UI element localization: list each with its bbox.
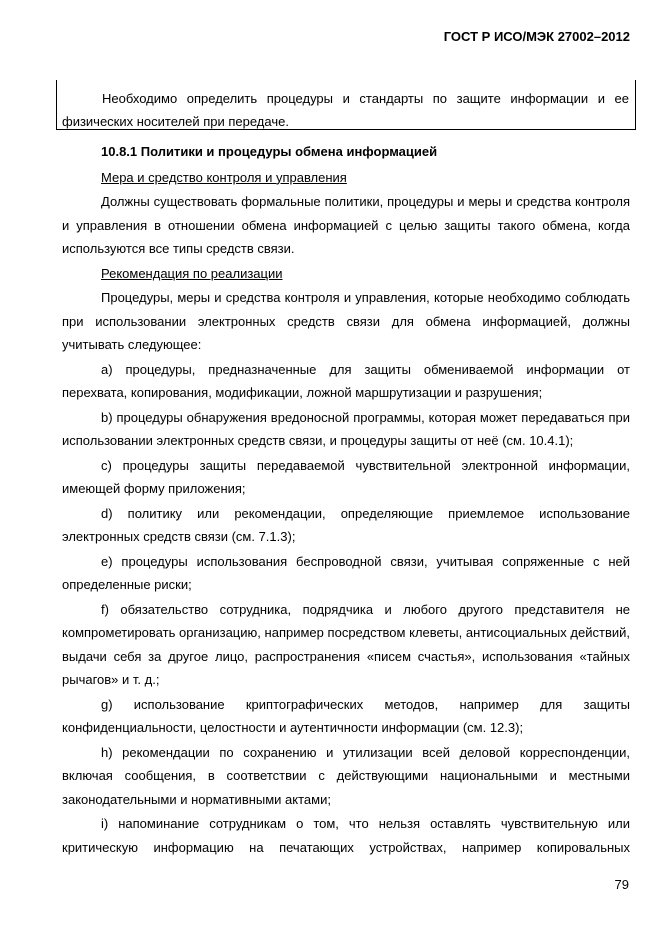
control-text: Должны существовать формальные политики, процедуры и меры и средства контроля и управления в отношении обмена информацией с целью защиты такого обмена, когда используются все типы средств связи. bbox=[62, 194, 630, 256]
list-item-g: g) использование криптографических методов, например для защиты конфиденциальности, целостности и аутентичности информации (см. 12.3); bbox=[62, 696, 630, 735]
list-item-b: b) процедуры обнаружения вредоносной программы, которая может передаваться при использовании электронных средств связи, и процедуры защиты от неё (см. 10.4.1); bbox=[62, 409, 630, 448]
main-content bbox=[62, 140, 630, 859]
list-item-h: h) рекомендации по сохранению и утилизации всей деловой корреспонденции, включая сообщения, в соответствии с действующими национальными и местными законодательными и нормативными актами; bbox=[62, 744, 630, 807]
guidance-label-text: Рекомендация по реализации bbox=[101, 265, 283, 281]
boxed-note bbox=[56, 80, 636, 130]
page-number: 79 bbox=[614, 877, 629, 892]
list-item-a: a) процедуры, предназначенные для защиты обмениваемой информации от перехвата, копирования, модификации, ложной маршрутизации и разрушения; bbox=[62, 361, 630, 400]
guidance-label bbox=[62, 262, 630, 286]
list-item-d: d) политику или рекомендации, определяющие приемлемое использование электронных средств связи (см. 7.1.3); bbox=[62, 505, 630, 544]
list-item-i: i) напоминание сотрудникам о том, что нельзя оставлять чувствительную или критическую информацию на печатающих устройствах, например копировальных bbox=[62, 816, 630, 855]
document-header: ГОСТ Р ИСО/МЭК 27002–2012 bbox=[443, 29, 630, 44]
control-label-text: Мера и средство контроля и управления bbox=[101, 169, 347, 185]
boxed-note-text: Необходимо определить процедуры и стандарты по защите информации и ее физических носителей при передаче. bbox=[62, 91, 629, 129]
list-item-e: e) процедуры использования беспроводной связи, учитывая сопряженные с ней определенные риски; bbox=[62, 553, 630, 592]
section-heading: 10.8.1 Политики и процедуры обмена информацией bbox=[101, 144, 438, 159]
list-item-f: f) обязательство сотрудника, подрядчика и любого другого представителя не компрометировать организацию, например посредством клеветы, антисоциальных действий, выдачи себя за другое лицо, распространения «писем счастья», использования «тайных рычагов» и т. д.; bbox=[62, 601, 630, 687]
list-item-c: c) процедуры защиты передаваемой чувствительной электронной информации, имеющей форму приложения; bbox=[62, 457, 630, 496]
guidance-intro: Процедуры, меры и средства контроля и управления, которые необходимо соблюдать при использовании электронных средств связи для обмена информацией, должны учитывать следующее: bbox=[62, 290, 630, 352]
control-label bbox=[62, 166, 630, 190]
